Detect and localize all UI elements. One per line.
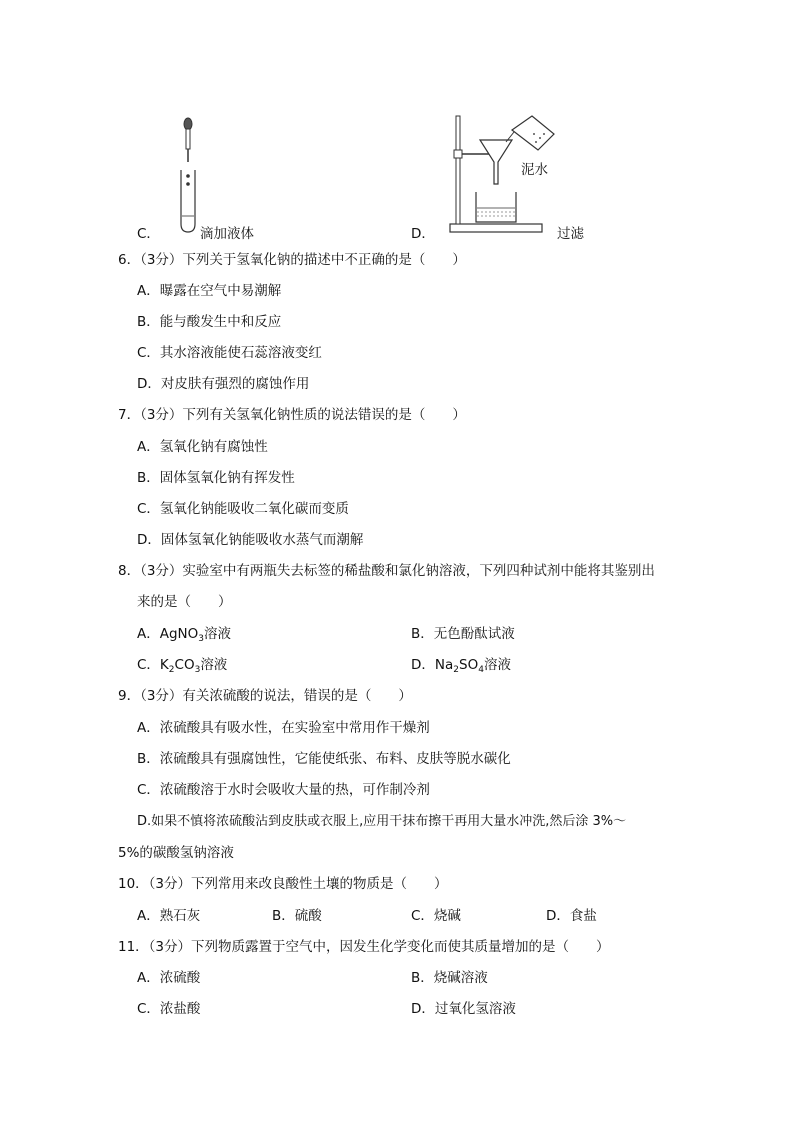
filtration-figure (446, 112, 566, 240)
question-11-option-c: C．浓盐酸 (137, 1001, 201, 1017)
question-6-option-d: D．对皮肤有强烈的腐蚀作用 (137, 376, 310, 392)
question-11-option-b: B．烧碱溶液 (411, 970, 488, 986)
question-11-option-d: D．过氧化氢溶液 (411, 1001, 516, 1017)
question-8-stem-line1: 8．（3分）实验室中有两瓶失去标签的稀盐酸和氯化钠溶液，下列四种试剂中能将其鉴别出 (118, 563, 655, 579)
question-8-option-d (411, 653, 511, 673)
figure-d-label: 泥水 (521, 162, 548, 178)
option-c-text: C．K (137, 657, 169, 673)
question-9-option-a: A．浓硫酸具有吸水性，在实验室中常用作干燥剂 (137, 720, 430, 736)
option-d-subscript-1: 2 (453, 665, 460, 675)
question-8-stem-line2: 来的是（ ） (137, 594, 232, 610)
question-8-option-a (137, 622, 231, 642)
question-7-option-c: C．氢氧化钠能吸收二氧化碳而变质 (137, 501, 349, 517)
figure-d-caption: 过滤 (557, 226, 584, 242)
option-d-subscript-2: 4 (478, 665, 484, 675)
option-a-suffix: 溶液 (204, 626, 231, 642)
question-9-stem: 9．（3分）有关浓硫酸的说法，错误的是（ ） (118, 688, 412, 704)
figure-c-letter: C． (137, 226, 160, 242)
question-9-option-c: C．浓硫酸溶于水时会吸收大量的热，可作制冷剂 (137, 782, 430, 798)
question-8-option-c (137, 653, 227, 673)
option-c-mid: CO (174, 657, 195, 673)
question-7-option-b: B．固体氢氧化钠有挥发性 (137, 470, 295, 486)
question-10-option-a: A．熟石灰 (137, 908, 201, 924)
figure-d-letter: D． (411, 226, 435, 242)
question-7-option-a: A．氢氧化钠有腐蚀性 (137, 439, 268, 455)
question-11-option-a: A．浓硫酸 (137, 970, 201, 986)
question-6-option-b: B．能与酸发生中和反应 (137, 314, 282, 330)
question-10-stem: 10．（3分）下列常用来改良酸性土壤的物质是（ ） (118, 876, 448, 892)
option-d-text: D．Na (411, 657, 454, 673)
option-a-text: A．AgNO (137, 626, 199, 642)
figure-c-caption: 滴加液体 (200, 226, 254, 242)
option-a-subscript: 3 (198, 634, 204, 644)
question-6-option-a: A．曝露在空气中易潮解 (137, 283, 282, 299)
question-7-option-d: D．固体氢氧化钠能吸收水蒸气而潮解 (137, 532, 364, 548)
question-7-stem: 7．（3分）下列有关氢氧化钠性质的说法错误的是（ ） (118, 407, 466, 423)
question-10-option-d: D．食盐 (546, 908, 597, 924)
option-c-subscript-1: 2 (168, 665, 175, 675)
question-6-option-c: C．其水溶液能使石蕊溶液变红 (137, 345, 322, 361)
question-10-option-c: C．烧碱 (411, 908, 461, 924)
option-c-suffix: 溶液 (200, 657, 228, 673)
question-9-option-d-line2: 5%的碳酸氢钠溶液 (118, 845, 234, 861)
question-10-option-b: B．硫酸 (272, 908, 322, 924)
question-9-option-b: B．浓硫酸具有强腐蚀性，它能使纸张、布料、皮肤等脱水碳化 (137, 751, 511, 767)
question-6-stem: 6．（3分）下列关于氢氧化钠的描述中不正确的是（ ） (118, 252, 466, 268)
question-8-option-b: B．无色酚酞试液 (411, 626, 515, 642)
question-11-stem: 11．（3分）下列物质露置于空气中，因发生化学变化而使其质量增加的是（ ） (118, 939, 610, 955)
option-d-suffix: 溶液 (483, 657, 511, 673)
option-d-mid: SO (459, 657, 479, 673)
filtration-diagram (446, 112, 566, 240)
question-9-option-d-line1: D.如果不慎将浓硫酸沾到皮肤或衣服上,应用干抹布擦干再用大量水冲洗,然后涂 3%～ (137, 814, 627, 829)
option-c-subscript-2: 3 (194, 665, 201, 675)
